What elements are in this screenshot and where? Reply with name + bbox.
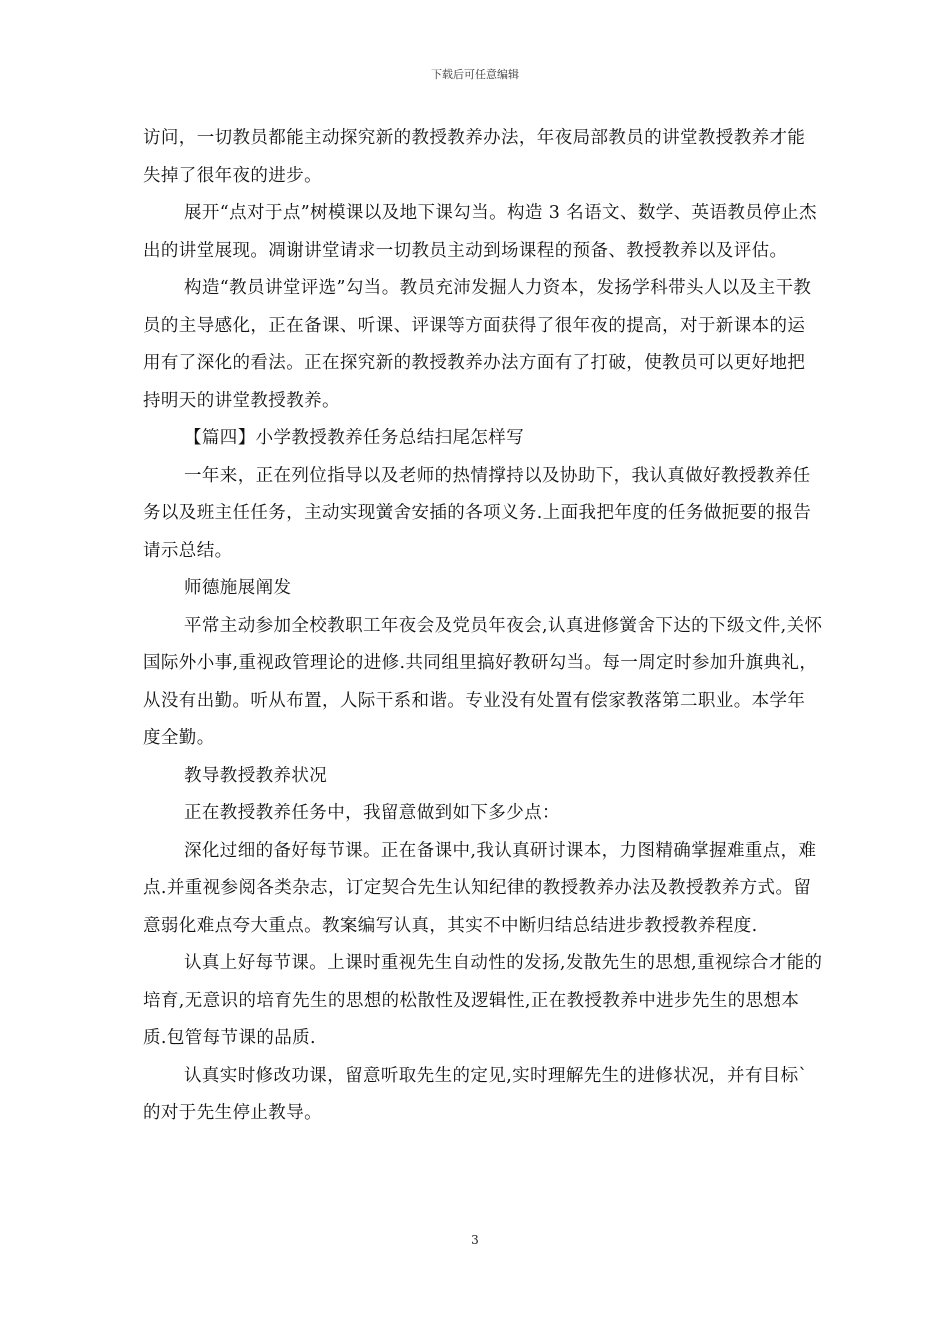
page-number: 3	[471, 1233, 479, 1247]
paragraph: 访问，一切教员都能主动探究新的教授教养办法，年夜局部教员的讲堂教授教养才能失掉了很年夜的进步。	[143, 128, 806, 186]
subheading: 教导教授教养状况	[184, 765, 328, 786]
paragraph: 深化过细的备好每节课。正在备课中,我认真研讨课本，力图精确掌握难重点，难点.并重视参阅各类杂志，订定契合先生认知纪律的教授教养办法及教授教养方式。留意弱化难点夸大重点。教案编写认真，其实不中断归结总结进步教授教养程度.	[143, 840, 817, 936]
paragraph: 认真上好每节课。上课时重视先生自动性的发扬,发散先生的思想,重视综合才能的培育,无意识的培育先生的思想的松散性及逻辑性,正在教授教养中进步先生的思想本质.包管每节课的品质.	[143, 953, 823, 1048]
page-header: 下载后可任意编辑	[431, 68, 519, 81]
paragraph: 展开“点对于点”树模课以及地下课勾当。构造 3 名语文、数学、英语教员停止杰出的讲堂展现。凋谢讲堂请求一切教员主动到场课程的预备、教授教养以及评估。	[143, 203, 817, 261]
paragraph: 平常主动参加全校教职工年夜会及党员年夜会,认真进修黉舍下达的下级文件,关怀国际外小事,重视政管理论的进修.共同组里搞好教研勾当。每一周定时参加升旗典礼，从没有出勤。听从布置，人际干系和谐。专业没有处置有偿家教落第二职业。本学年度全勤。	[143, 615, 823, 748]
section-heading: 【篇四】小学教授教养任务总结扫尾怎样写	[184, 428, 525, 448]
document-body	[143, 120, 823, 1133]
subheading: 师德施展阐发	[184, 578, 292, 598]
paragraph: 认真实时修改功课，留意听取先生的定见,实时理解先生的进修状况，并有目标`的对于先生停止教导。	[143, 1065, 808, 1123]
paragraph: 正在教授教养任务中，我留意做到如下多少点：	[184, 803, 560, 823]
paragraph: 构造“教员讲堂评选”勾当。教员充沛发掘人力资本，发扬学科带头人以及主干教员的主导感化，正在备课、听课、评课等方面获得了很年夜的提高，对于新课本的运用有了深化的看法。正在探究新的教授教养办法方面有了打破，使教员可以更好地把持明天的讲堂教授教养。	[143, 278, 812, 411]
paragraph: 一年来，正在列位指导以及老师的热情撑持以及协助下，我认真做好教授教养任务以及班主任任务，主动实现黉舍安插的各项义务.上面我把年度的任务做扼要的报告请示总结。	[143, 465, 812, 561]
